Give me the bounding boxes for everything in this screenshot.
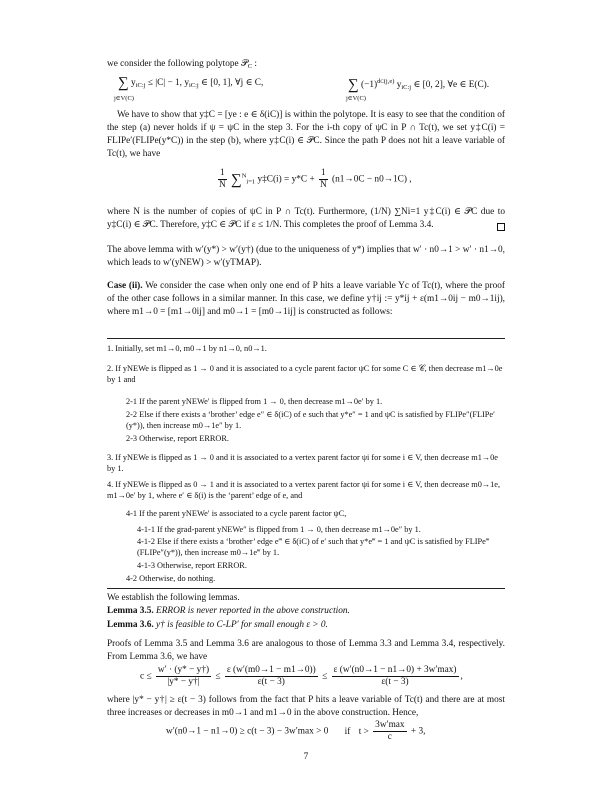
lemma-3-6-text: y† is feasible to C-LP′ for small enough ε > 0. — [153, 620, 328, 630]
lemma-3-5 — [107, 605, 505, 618]
eq-le-1: ≤ — [215, 671, 221, 682]
poly-right-exp3: (j,e) — [383, 78, 395, 85]
paragraph-proof-setup: We have to show that y‡C = [ye : e ∈ δ(iC)] is within the polytope. It is easy to see that the condition of the step (a) never holds if ψ = ψC in the step 3. For the i-th copy of ψC in P ∩ Tc(t), we set y‡C(i) = FLIPe′(FLIPe(y*C)) in the step (b), where y‡C(i) ∈ 𝒫C. Since the path P does not hit a leave variable of Tc(t), we have — [107, 110, 505, 159]
sum-symbol: ∑ — [118, 75, 129, 91]
intro-colon: : — [252, 59, 257, 69]
poly-right-exp: d — [377, 78, 381, 85]
frac-3-num: ε (w′(n0→1 − n1→0) + 3w′max) — [333, 665, 457, 675]
frac-one-over-n — [218, 168, 227, 191]
poly-right-sign: (−1) — [361, 80, 378, 90]
eq3-tail: + 3, — [410, 726, 426, 737]
polytope-left-constraint — [118, 76, 263, 92]
equation-final-bound — [166, 720, 425, 743]
algorithm-step-2: 2. If yNEWe is flipped as 1 → 0 and it is associated to a cycle parent factor ψC for some C ∈ 𝒞, then decrease m1→0e by 1 and — [107, 364, 503, 384]
poly-right-y: y — [394, 80, 402, 90]
frac-3-den: ε(t − 3) — [381, 677, 409, 687]
eq3-lhs: w′(n0→1 − n1→0) ≥ c(t − 3) − 3w′max > 0 — [166, 726, 329, 737]
lemma-3-5-label: Lemma 3.5. — [107, 606, 154, 616]
frac-1-den: |y* − y†| — [167, 677, 200, 687]
frac-t-threshold — [373, 720, 406, 743]
frac-den: N — [319, 180, 327, 190]
sum-symbol: ∑ — [230, 171, 242, 188]
sum-symbol: ∑ — [348, 76, 359, 93]
equation-c-bound — [140, 665, 463, 688]
algorithm-step-4-1-1: 4-1-1 If the grad-parent yNEWe″ is flipped from 1 → 0, then decrease m1→0e″ by 1. — [137, 525, 421, 534]
frac-2 — [225, 665, 318, 688]
algorithm-step-4-1-2: 4-1-2 Else if there exists a ‘brother’ edge e‴ ∈ δ(iC) of e′ such that y*e‴ = 1 and ψC is satisfied by FLIPe‴(FLIPe″(y*)), then increase m0→1e‴ by 1. — [137, 537, 490, 557]
paragraph-proofs-analogous: Proofs of Lemma 3.5 and Lemma 3.6 are analogous to those of Lemma 3.3 and Lemma 3.4, respectively. From Lemma 3.6, we have — [107, 639, 505, 662]
frac-den: N — [218, 180, 226, 190]
intro-line — [107, 58, 505, 73]
lemma-3-6-label: Lemma 3.6. — [107, 620, 154, 630]
case-ii-text: We consider the case when only one end of P hits a leave variable Yc of Tc(t), where the proof of the other case follows in a similar manner. In this case, we define y†ij := y*ij + ε(m1→0ij − m0→1ij), where m1→0 = [m1→0ij] and m0→1 = [m0→1ij] is constructed as follows: — [107, 281, 505, 317]
polytope-right-constraint — [348, 76, 489, 94]
paragraph-establish-lemmas: We establish the following lemmas. — [107, 593, 240, 603]
frac-t-num: 3w′max — [375, 720, 405, 730]
frac-num: 1 — [321, 168, 326, 178]
paragraph-hence: where |y* − y†| ≥ ε(t − 3) follows from the fact that P hits a leave variable of Tc(t) and there are at most three increases or decreases in m0→1 and m1→0 in the above construction. Hence, — [107, 695, 505, 718]
intro-sub: C — [247, 63, 253, 70]
eq3-if: if — [344, 726, 351, 737]
paragraph-lemma-implication: The above lemma with w′(y*) > w′(y†) (due to the uniqueness of y*) implies that w′ · n0→1 > w′ · n1→0, which leads to w′(yNEW) > w′(yTMAP). — [107, 245, 505, 268]
intro-text: we consider the following polytope 𝒫 — [107, 59, 248, 69]
algorithm-step-2-3: 2-3 Otherwise, report ERROR. — [126, 434, 230, 443]
algorithm-top-rule — [107, 338, 505, 339]
algorithm-step-2-2: 2-2 Else if there exists a ‘brother’ edge e″ ∈ δ(iC) of e such that y*e″ = 1 and ψC is satisfied by FLIPe″(FLIPe′(y*)), then increase m0→1e″ by 1. — [126, 410, 495, 430]
poly-right-sub: iC:j — [401, 84, 412, 91]
frac-2-num: ε (w′(m0→1 − m1→0)) — [226, 665, 316, 675]
eq-end: , — [460, 671, 463, 682]
algorithm-step-1: 1. Initially, set m1→0, m0→1 by n1→0, n0→1. — [107, 344, 267, 353]
lemma-3-6 — [107, 619, 505, 632]
sum-lower: i=1 — [246, 178, 256, 186]
algorithm-step-4-2: 4-2 Otherwise, do nothing. — [126, 574, 216, 583]
case-ii-label: Case (ii). — [107, 281, 143, 291]
poly-left-rhs2: ∈ [0, 1], ∀j ∈ C, — [198, 78, 264, 89]
eq3-t: t > — [358, 726, 369, 737]
paragraph-proof-end — [107, 206, 505, 232]
algorithm-step-4-1: 4-1 If the parent yNEWe′ is associated to a cycle parent factor ψC, — [126, 509, 347, 518]
sum-upper: N — [241, 172, 247, 180]
paragraph-case-ii — [107, 280, 505, 319]
page-number: 7 — [303, 752, 309, 762]
frac-1 — [156, 665, 211, 688]
algorithm-step-4: 4. If yNEWe is flipped as 0 → 1 and it is associated to a vertex parent factor ψi for some i ∈ V, then decrease m0→1e, m1→0e′ by 1, where e′ ∈ δ(i) is the ‘parent’ edge of e, and — [107, 480, 501, 500]
algorithm-step-2-1: 2-1 If the parent yNEWe′ is flipped from 1 → 0, then decrease m1→0e′ by 1. — [126, 397, 383, 406]
qed-box-icon — [497, 223, 505, 231]
frac-3 — [332, 665, 459, 688]
poly-left-sub2: iC:j — [188, 82, 199, 90]
lemma-3-5-text: ERROR is never reported in the above construction. — [153, 606, 350, 616]
poly-right-exp2: C — [380, 80, 384, 85]
frac-one-over-n-2 — [319, 168, 328, 191]
poly-right-rhs: ∈ [0, 2], ∀e ∈ E(C). — [411, 80, 490, 90]
proof-end-text: where N is the number of copies of ψC in P ∩ Tc(t). Furthermore, (1/N) ∑Ni=1 y‡C(i) ∈ 𝒫C due to y‡C(i) ∈ 𝒫C. Therefore, y‡C ∈ 𝒫C if ε ≤ 1/N. This completes the proof of Lemma 3.4. — [107, 207, 505, 230]
eq-c: c ≤ — [140, 671, 152, 682]
poly-left-sub: iC:j — [135, 82, 146, 90]
poly-left-y: y — [131, 78, 136, 89]
frac-num: 1 — [220, 168, 225, 178]
frac-1-num: w′ · (y* − y†) — [157, 665, 210, 675]
frac-t-den: c — [387, 732, 392, 742]
equation-average — [216, 168, 412, 191]
algorithm-step-3: 3. If yNEWe is flipped as 1 → 0 and it is associated to a vertex parent factor ψi for some i ∈ V, then decrease m1→0e by 1. — [107, 453, 498, 473]
equation-body: y‡C(i) = y*C + — [257, 174, 318, 185]
frac-2-den: ε(t − 3) — [257, 677, 285, 687]
equation-paren: (n1→0C − n0→1C) , — [332, 174, 412, 185]
algorithm-bottom-rule — [107, 588, 505, 589]
eq-le-2: ≤ — [322, 671, 328, 682]
poly-left-rhs: ≤ |C| − 1, y — [145, 78, 189, 89]
poly-left-index: j∈V(C) — [114, 95, 134, 102]
algorithm-step-4-1-3: 4-1-3 Otherwise, report ERROR. — [137, 561, 247, 570]
poly-right-index: j∈V(C) — [346, 95, 366, 102]
